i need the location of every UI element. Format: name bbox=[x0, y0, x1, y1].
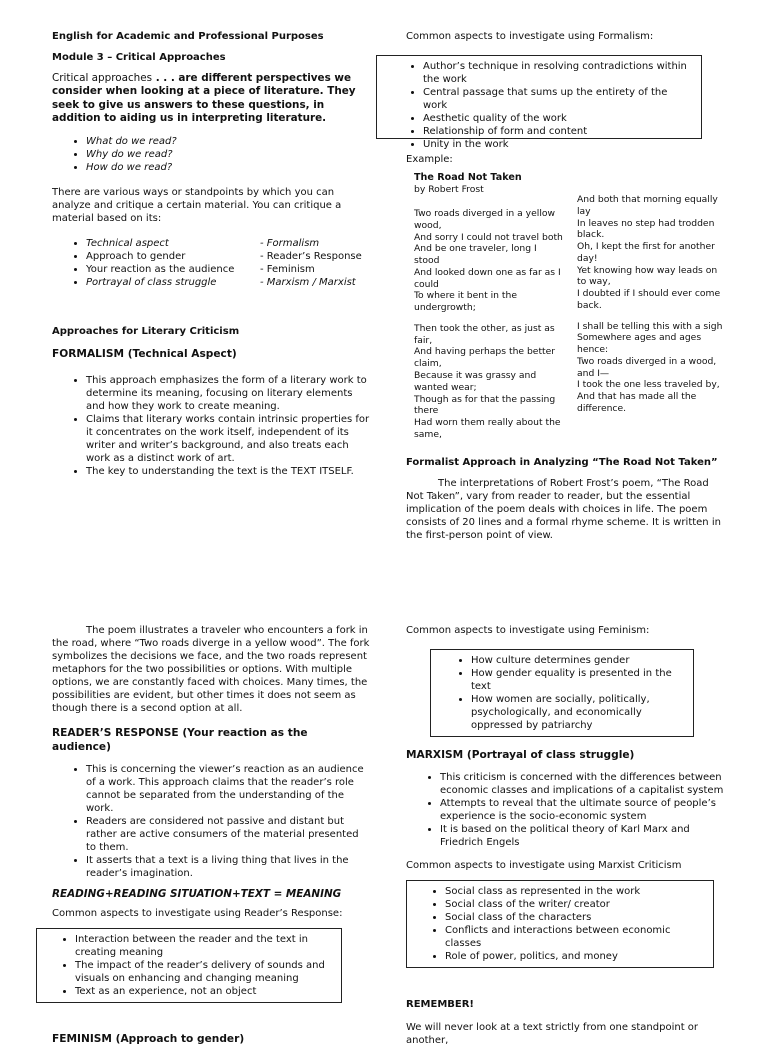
poem-line: And sorry I could not travel both bbox=[414, 231, 563, 243]
list-item: • Readers are considered not passive and distant but rather are active consumers of the material presented to them. bbox=[86, 815, 370, 854]
stanza bbox=[577, 321, 728, 415]
poem-line: Somewhere ages and ages hence: bbox=[577, 332, 702, 356]
poem-line: And be one traveler, long I stood bbox=[414, 243, 537, 267]
aspect-row bbox=[86, 237, 370, 250]
reader-points bbox=[52, 763, 370, 880]
list-item: • Social class of the characters bbox=[445, 911, 707, 924]
aspect-row bbox=[86, 250, 370, 263]
list-item: • Author’s technique in resolving contradictions within the work bbox=[423, 60, 687, 86]
questions-list bbox=[52, 135, 370, 174]
poem-title: The Road Not Taken bbox=[414, 172, 522, 183]
approach-label: - Feminism bbox=[260, 264, 315, 276]
list-item: • The key to understanding the text is the TEXT ITSELF. bbox=[86, 465, 370, 478]
poem-line: Two roads diverged in a yellow wood, bbox=[414, 208, 556, 231]
poem-line: And looked down one as far as I could bbox=[414, 266, 561, 290]
feminism-aspects-heading: Common aspects to investigate using Feminism: bbox=[406, 625, 650, 636]
remember-heading: REMEMBER! bbox=[406, 998, 474, 1010]
list-item: • How culture determines gender bbox=[471, 654, 685, 667]
approach-label: - Marxism / Marxist bbox=[260, 277, 356, 289]
list-item: • This criticism is concerned with the differences between economic classes and implications of a capitalist system bbox=[440, 771, 728, 797]
remember-paragraph: We will never look at a text strictly from one standpoint or another, bbox=[406, 1021, 699, 1046]
approaches-heading: Approaches for Literary Criticism bbox=[52, 326, 240, 338]
poem bbox=[406, 172, 728, 450]
column-bottom-left bbox=[52, 624, 370, 1047]
column-top-right bbox=[406, 30, 728, 542]
column-top-left bbox=[52, 30, 370, 478]
poem-author: by Robert Frost bbox=[414, 184, 484, 196]
stanza bbox=[577, 194, 728, 312]
list-item: • This approach emphasizes the form of a literary work to determine its meaning, focusing on literary elements and how they work to create meaning. bbox=[86, 374, 370, 413]
formalism-heading: FORMALISM (Technical Aspect) bbox=[52, 348, 237, 361]
list-item: • How women are socially, politically, psychologically, and economically oppressed by patriarchy bbox=[471, 693, 685, 732]
intro-lead: Critical approaches bbox=[52, 72, 153, 84]
reader-heading: READER’S RESPONSE (Your reaction as the audience) bbox=[52, 727, 308, 753]
aspects-list bbox=[52, 237, 370, 289]
list-item: • Relationship of form and content bbox=[423, 125, 687, 138]
poem-line: Though as for that the passing there bbox=[414, 393, 556, 417]
poem-line: I took the one less traveled by, bbox=[577, 379, 720, 391]
course-title: English for Academic and Professional Purposes bbox=[52, 31, 324, 42]
stanza bbox=[414, 208, 565, 314]
poem-line: Two roads diverged in a wood, and I— bbox=[577, 355, 717, 379]
poem-line: Then took the other, as just as fair, bbox=[414, 322, 555, 346]
list-item: • How do we read? bbox=[86, 161, 370, 174]
marxism-heading: MARXISM (Portrayal of class struggle) bbox=[406, 749, 635, 761]
formalist-paragraph: The interpretations of Robert Frost’s poem, “The Road Not Taken”, vary from reader to reader, but the essential implication of the poem deals with choices in life. The poem consists of 20 lines and a formal rhyme scheme. It is written in the first-person point of view. bbox=[406, 477, 721, 541]
example-label: Example: bbox=[406, 154, 453, 165]
formalism-aspects-heading: Common aspects to investigate using Formalism: bbox=[406, 31, 654, 42]
list-item: • Interaction between the reader and the text in creating meaning bbox=[75, 933, 335, 959]
list-item: • Text as an experience, not an object bbox=[75, 985, 335, 998]
list-item: • Social class as represented in the work bbox=[445, 885, 707, 898]
poem-line: To where it bent in the undergrowth; bbox=[414, 290, 518, 314]
list-item: • The impact of the reader’s delivery of sounds and visuals on enhancing and changing meaning bbox=[75, 959, 335, 985]
marxist-aspects-box bbox=[406, 880, 714, 968]
poem-line: Because it was grassy and wanted wear; bbox=[414, 369, 537, 393]
poem-line: Had worn them really about the same, bbox=[414, 417, 561, 440]
list-item: • Central passage that sums up the entirety of the work bbox=[423, 86, 687, 112]
aspect-label: • Portrayal of class struggle bbox=[86, 277, 217, 289]
standpoints-paragraph: There are various ways or standpoints by which you can analyze and critique a certain material. You can critique a material based on its: bbox=[52, 187, 342, 225]
formalism-points bbox=[52, 374, 370, 478]
poem-line: And both that morning equally lay bbox=[577, 194, 718, 217]
approach-label: - Reader’s Response bbox=[260, 251, 362, 263]
list-item: • Why do we read? bbox=[86, 148, 370, 161]
formalist-heading: Formalist Approach in Analyzing “The Road Not Taken” bbox=[406, 456, 718, 468]
poem-line: And having perhaps the better claim, bbox=[414, 346, 556, 370]
list-item: • Conflicts and interactions between economic classes bbox=[445, 924, 707, 950]
list-item: • What do we read? bbox=[86, 135, 370, 148]
list-item: • It is based on the political theory of Karl Marx and Friedrich Engels bbox=[440, 823, 728, 849]
aspect-label: • Approach to gender bbox=[86, 251, 186, 263]
aspect-row bbox=[86, 276, 370, 289]
poem-line: I doubted if I should ever come back. bbox=[577, 288, 721, 311]
list-item: • Aesthetic quality of the work bbox=[423, 112, 687, 125]
list-item: • Claims that literary works contain intrinsic properties for it concentrates on the work itself, independent of its writer and writer’s background, and also treats each work as a distinct work of art. bbox=[86, 413, 370, 465]
module-title: Module 3 – Critical Approaches bbox=[52, 52, 226, 63]
aspect-label: • Your reaction as the audience bbox=[86, 264, 235, 276]
aspect-label: • Technical aspect bbox=[86, 238, 169, 250]
reader-aspects-heading: Common aspects to investigate using Reader’s Response: bbox=[52, 908, 343, 920]
marxist-aspects-heading: Common aspects to investigate using Marxist Criticism bbox=[406, 859, 682, 871]
list-item: • Role of power, politics, and money bbox=[445, 950, 707, 963]
aspect-row bbox=[86, 263, 370, 276]
list-item: • It asserts that a text is a living thing that lives in the reader’s imagination. bbox=[86, 854, 370, 880]
poem-line: Yet knowing how way leads on to way, bbox=[577, 264, 718, 288]
poem-analysis-paragraph: The poem illustrates a traveler who encounters a fork in the road, where “Two roads diverge in a yellow wood”. The fork symbolizes the decisions we face, and the two roads represent metaphors for the two possibilities or options. With multiple options, we are constantly faced with choices. Many times, the possibilities are evident, but other times it does not seem as though there is a second option at all. bbox=[52, 625, 370, 714]
approach-label: - Formalism bbox=[260, 238, 320, 250]
poem-line: I shall be telling this with a sigh bbox=[577, 320, 723, 332]
list-item: • How gender equality is presented in the text bbox=[471, 667, 685, 693]
poem-line: Oh, I kept the first for another day! bbox=[577, 241, 715, 264]
intro-rest: . . . are different perspectives we consider when looking at a piece of literature. They seek to give us answers to these questions, in addition to aiding us in interpreting literature. bbox=[52, 72, 356, 124]
reader-formula: READING+READING SITUATION+TEXT = MEANING bbox=[52, 887, 342, 900]
column-bottom-right bbox=[406, 624, 728, 1047]
list-item: • Unity in the work bbox=[423, 138, 687, 151]
list-item: • Social class of the writer/ creator bbox=[445, 898, 707, 911]
feminism-aspects-box bbox=[430, 649, 694, 737]
intro-paragraph bbox=[52, 72, 370, 125]
feminism-heading: FEMINISM (Approach to gender) bbox=[52, 1033, 245, 1046]
stanza bbox=[414, 323, 565, 441]
poem-line: And that has made all the difference. bbox=[577, 391, 697, 415]
marxism-points bbox=[406, 771, 728, 849]
list-item: • This is concerning the viewer’s reaction as an audience of a work. This approach claims that the reader’s role cannot be separated from the understanding of the work. bbox=[86, 763, 370, 815]
list-item: • Attempts to reveal that the ultimate source of people’s experience is the socio-economic system bbox=[440, 797, 728, 823]
reader-aspects-box bbox=[36, 928, 342, 1003]
formalism-aspects-box bbox=[376, 55, 702, 150]
poem-line: In leaves no step had trodden black. bbox=[577, 217, 715, 241]
